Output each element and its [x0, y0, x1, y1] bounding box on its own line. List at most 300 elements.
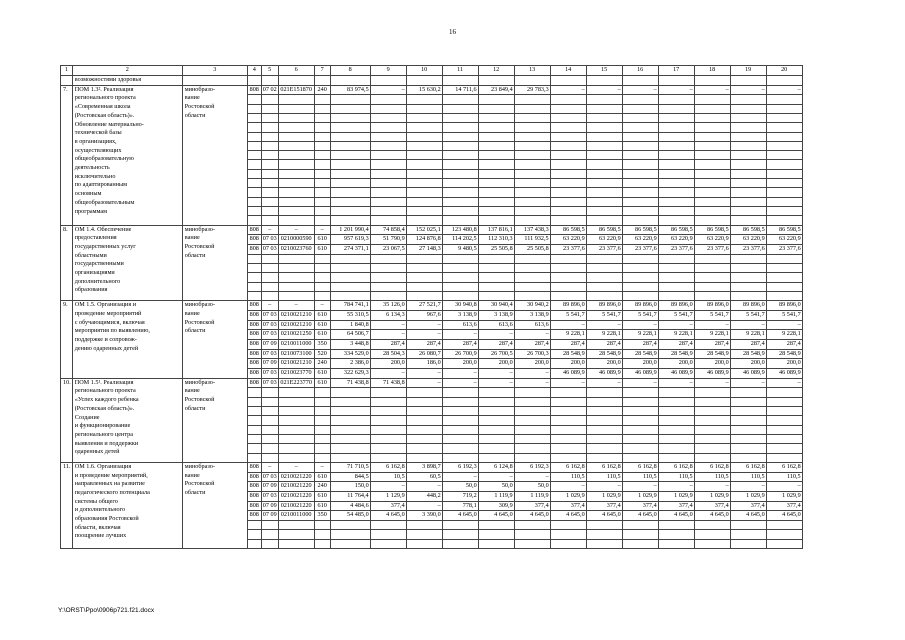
- empty-cell: [314, 416, 330, 425]
- budget-code-cell: 808: [247, 359, 261, 369]
- empty-cell: [514, 151, 550, 160]
- title-line: области, включая: [74, 523, 121, 531]
- empty-cell: [694, 206, 730, 215]
- budget-code-cell: 808: [247, 482, 261, 492]
- table-row: [61, 462, 803, 472]
- empty-cell: [622, 132, 658, 141]
- executor-line: минобразо-: [184, 85, 215, 93]
- budget-code-cell: 808: [247, 244, 261, 254]
- budget-code-cell: 0210021220: [278, 501, 314, 511]
- amount-cell: 9 480,5: [442, 244, 478, 254]
- amount-cell: 63 220,9: [766, 235, 802, 245]
- empty-cell: [622, 104, 658, 113]
- empty-cell: [261, 521, 278, 530]
- amount-cell: 110,5: [766, 472, 802, 482]
- empty-cell: [586, 76, 622, 86]
- measure-title: [72, 378, 182, 462]
- empty-cell: [514, 282, 550, 291]
- empty-cell: [370, 521, 406, 530]
- empty-cell: [478, 160, 514, 169]
- amount-cell: 287,4: [586, 339, 622, 349]
- title-line: технической базы: [74, 129, 122, 137]
- amount-cell: –: [370, 320, 406, 330]
- empty-cell: [694, 188, 730, 197]
- budget-code-cell: 07 09: [261, 339, 278, 349]
- empty-cell: [766, 254, 802, 263]
- amount-cell: –: [766, 85, 802, 95]
- row-number: 10.: [61, 378, 73, 462]
- empty-cell: [730, 206, 766, 215]
- amount-cell: 63 220,9: [622, 235, 658, 245]
- amount-cell: 28 548,9: [694, 349, 730, 359]
- empty-cell: [442, 151, 478, 160]
- column-number: 10: [406, 66, 442, 76]
- amount-cell: 54 485,0: [330, 511, 370, 521]
- empty-cell: [586, 263, 622, 272]
- budget-code-cell: 808: [247, 349, 261, 359]
- executor-line: минобразо-: [184, 462, 215, 470]
- empty-cell: [730, 530, 766, 539]
- amount-cell: –: [442, 472, 478, 482]
- empty-cell: [314, 453, 330, 462]
- empty-cell: [278, 104, 314, 113]
- empty-cell: [261, 206, 278, 215]
- empty-cell: [550, 76, 586, 86]
- empty-cell: [730, 197, 766, 206]
- amount-cell: 3 898,7: [406, 462, 442, 472]
- amount-cell: 6 192,3: [442, 462, 478, 472]
- empty-cell: [550, 104, 586, 113]
- empty-cell: [261, 282, 278, 291]
- empty-cell: [406, 291, 442, 300]
- amount-cell: –: [442, 378, 478, 388]
- executor-line: области: [184, 327, 206, 335]
- empty-cell: [730, 425, 766, 434]
- title-line: «Современная школа: [74, 103, 131, 111]
- executor-line: Ростовской: [184, 480, 215, 488]
- empty-cell: [247, 114, 261, 123]
- amount-cell: 287,4: [514, 339, 550, 349]
- empty-cell: [314, 141, 330, 150]
- empty-cell: [586, 132, 622, 141]
- empty-cell: [514, 434, 550, 443]
- column-number: 14: [550, 66, 586, 76]
- empty-cell: [442, 263, 478, 272]
- title-line: программам: [74, 207, 108, 215]
- empty-cell: [442, 197, 478, 206]
- budget-code-cell: 610: [314, 235, 330, 245]
- empty-cell: [278, 216, 314, 225]
- executor-line: Ростовской: [184, 242, 215, 250]
- empty-cell: [514, 179, 550, 188]
- empty-cell: [370, 123, 406, 132]
- empty-cell: [658, 434, 694, 443]
- empty-cell: [406, 206, 442, 215]
- empty-cell: [658, 188, 694, 197]
- executor-line: Ростовской: [184, 396, 215, 404]
- empty-cell: [261, 104, 278, 113]
- empty-cell: [442, 388, 478, 397]
- empty-cell: [261, 263, 278, 272]
- budget-code-cell: 07 03: [261, 472, 278, 482]
- empty-cell: [442, 397, 478, 406]
- empty-cell: [658, 216, 694, 225]
- budget-code-cell: 610: [314, 330, 330, 340]
- title-line: одаренных детей: [74, 448, 120, 456]
- row-number: 9.: [61, 301, 73, 379]
- budget-code-cell: 0210023760: [278, 244, 314, 254]
- amount-cell: 63 220,9: [694, 235, 730, 245]
- amount-cell: –: [478, 472, 514, 482]
- title-line: организациями: [74, 269, 115, 277]
- empty-cell: [370, 444, 406, 453]
- executor: [182, 85, 247, 225]
- table-row: [61, 85, 803, 95]
- empty-cell: [658, 444, 694, 453]
- empty-cell: [278, 132, 314, 141]
- column-number: 19: [730, 66, 766, 76]
- empty-cell: [550, 453, 586, 462]
- empty-cell: [406, 132, 442, 141]
- amount-cell: 23 377,6: [550, 244, 586, 254]
- empty-cell: [694, 104, 730, 113]
- amount-cell: 719,2: [442, 491, 478, 501]
- empty-cell: [730, 539, 766, 548]
- empty-cell: [658, 160, 694, 169]
- amount-cell: 46 089,9: [622, 369, 658, 379]
- amount-cell: –: [550, 482, 586, 492]
- empty-cell: [514, 188, 550, 197]
- empty-cell: [278, 434, 314, 443]
- amount-cell: 186,0: [406, 359, 442, 369]
- empty-cell: [278, 407, 314, 416]
- amount-cell: 4 484,6: [330, 501, 370, 511]
- amount-cell: 1 029,9: [730, 491, 766, 501]
- empty-cell: [694, 76, 730, 86]
- empty-cell: [278, 141, 314, 150]
- amount-cell: –: [730, 320, 766, 330]
- column-number: 6: [278, 66, 314, 76]
- empty-cell: [330, 530, 370, 539]
- executor-line: области: [184, 251, 206, 259]
- column-number: 15: [586, 66, 622, 76]
- empty-cell: [514, 425, 550, 434]
- empty-cell: [314, 397, 330, 406]
- amount-cell: –: [694, 320, 730, 330]
- amount-cell: 123 480,8: [442, 225, 478, 235]
- empty-cell: [658, 141, 694, 150]
- empty-cell: [730, 434, 766, 443]
- empty-cell: [247, 416, 261, 425]
- empty-cell: [550, 273, 586, 282]
- amount-cell: 46 089,9: [550, 369, 586, 379]
- empty-cell: [514, 444, 550, 453]
- empty-cell: [658, 453, 694, 462]
- amount-cell: –: [658, 482, 694, 492]
- empty-cell: [278, 263, 314, 272]
- empty-cell: [330, 444, 370, 453]
- empty-cell: [694, 397, 730, 406]
- empty-cell: [622, 453, 658, 462]
- empty-cell: [247, 216, 261, 225]
- amount-cell: 63 220,9: [586, 235, 622, 245]
- empty-cell: [278, 521, 314, 530]
- empty-cell: [261, 169, 278, 178]
- empty-cell: [730, 104, 766, 113]
- title-line: и дополнительного: [74, 506, 126, 514]
- empty-cell: [247, 291, 261, 300]
- empty-cell: [730, 407, 766, 416]
- empty-cell: [586, 169, 622, 178]
- empty-cell: [478, 114, 514, 123]
- empty-cell: [766, 197, 802, 206]
- empty-cell: [247, 104, 261, 113]
- amount-cell: 89 896,0: [658, 301, 694, 311]
- amount-cell: 60,5: [406, 472, 442, 482]
- amount-cell: 613,6: [514, 320, 550, 330]
- empty-cell: [247, 206, 261, 215]
- empty-cell: [694, 141, 730, 150]
- amount-cell: 110,5: [550, 472, 586, 482]
- empty-cell: [330, 407, 370, 416]
- amount-cell: 11 764,4: [330, 491, 370, 501]
- amount-cell: 200,0: [514, 359, 550, 369]
- amount-cell: –: [658, 320, 694, 330]
- empty-cell: [442, 132, 478, 141]
- empty-cell: [182, 76, 247, 86]
- empty-cell: [766, 453, 802, 462]
- empty-cell: [694, 95, 730, 104]
- empty-cell: [586, 151, 622, 160]
- empty-cell: [550, 206, 586, 215]
- empty-cell: [586, 425, 622, 434]
- empty-cell: [261, 151, 278, 160]
- document-footer: Y:\ORST\Ppo\0906p721.f21.docx: [58, 607, 155, 614]
- amount-cell: 4 645,0: [442, 511, 478, 521]
- empty-cell: [406, 263, 442, 272]
- budget-code-cell: 808: [247, 501, 261, 511]
- amount-cell: 4 645,0: [586, 511, 622, 521]
- empty-cell: [406, 104, 442, 113]
- empty-cell: [694, 416, 730, 425]
- empty-cell: [442, 273, 478, 282]
- amount-cell: 110,5: [622, 472, 658, 482]
- empty-cell: [314, 123, 330, 132]
- empty-cell: [314, 169, 330, 178]
- amount-cell: 28 548,9: [766, 349, 802, 359]
- amount-cell: –: [658, 85, 694, 95]
- empty-cell: [406, 254, 442, 263]
- empty-cell: [370, 188, 406, 197]
- budget-code-cell: 07 09: [261, 501, 278, 511]
- amount-cell: 287,4: [550, 339, 586, 349]
- amount-cell: 10,5: [370, 472, 406, 482]
- empty-cell: [442, 160, 478, 169]
- budget-code-cell: –: [261, 225, 278, 235]
- title-line: по адаптированным: [74, 181, 128, 189]
- budget-code-cell: 0210021220: [278, 491, 314, 501]
- amount-cell: 30 940,2: [514, 301, 550, 311]
- title-line: деятельность: [74, 164, 110, 172]
- empty-cell: [278, 206, 314, 215]
- empty-cell: [766, 76, 802, 86]
- amount-cell: –: [514, 378, 550, 388]
- budget-code-cell: 808: [247, 472, 261, 482]
- empty-cell: [278, 76, 314, 86]
- empty-cell: [278, 254, 314, 263]
- empty-cell: [261, 416, 278, 425]
- budget-code-cell: 07 03: [261, 330, 278, 340]
- title-line: (Ростовская область)».: [74, 111, 135, 119]
- budget-code-cell: 07 09: [261, 511, 278, 521]
- empty-cell: [658, 254, 694, 263]
- column-number: 12: [478, 66, 514, 76]
- empty-cell: [478, 76, 514, 86]
- amount-cell: –: [622, 482, 658, 492]
- empty-cell: [658, 123, 694, 132]
- empty-cell: [370, 530, 406, 539]
- empty-cell: [514, 206, 550, 215]
- empty-cell: [514, 416, 550, 425]
- amount-cell: 4 645,0: [550, 511, 586, 521]
- empty-cell: [766, 434, 802, 443]
- budget-code-cell: 808: [247, 462, 261, 472]
- amount-cell: 110,5: [658, 472, 694, 482]
- budget-code-cell: –: [261, 301, 278, 311]
- amount-cell: 377,4: [370, 501, 406, 511]
- title-line: (Ростовская область)».: [74, 404, 135, 412]
- amount-cell: 89 896,0: [694, 301, 730, 311]
- empty-cell: [550, 151, 586, 160]
- amount-cell: –: [730, 482, 766, 492]
- budget-code-cell: 0210023770: [278, 369, 314, 379]
- empty-cell: [766, 114, 802, 123]
- amount-cell: 6 162,8: [658, 462, 694, 472]
- measure-title: [72, 301, 182, 379]
- empty-cell: [330, 141, 370, 150]
- empty-cell: [370, 388, 406, 397]
- budget-code-cell: 610: [314, 472, 330, 482]
- empty-cell: [442, 407, 478, 416]
- empty-cell: [314, 254, 330, 263]
- title-line: системы общего: [74, 497, 118, 505]
- budget-code-cell: –: [278, 225, 314, 235]
- empty-cell: [406, 282, 442, 291]
- table-row: [61, 378, 803, 388]
- empty-cell: [478, 407, 514, 416]
- empty-cell: [442, 114, 478, 123]
- budget-code-cell: 0210011000: [278, 339, 314, 349]
- amount-cell: –: [406, 320, 442, 330]
- empty-cell: [514, 95, 550, 104]
- empty-cell: [247, 273, 261, 282]
- empty-cell: [370, 160, 406, 169]
- title-line: общеобразовательную: [74, 155, 134, 163]
- column-number: 8: [330, 66, 370, 76]
- amount-cell: –: [406, 482, 442, 492]
- empty-cell: [330, 151, 370, 160]
- amount-cell: 287,4: [694, 339, 730, 349]
- amount-cell: –: [694, 85, 730, 95]
- empty-cell: [514, 216, 550, 225]
- budget-code-cell: 240: [314, 85, 330, 95]
- amount-cell: 9 228,1: [550, 330, 586, 340]
- empty-cell: [622, 282, 658, 291]
- amount-cell: 124 876,8: [406, 235, 442, 245]
- title-line: ПОМ 1.5¹. Реализация: [74, 378, 134, 386]
- amount-cell: 9 228,1: [766, 330, 802, 340]
- amount-cell: 26 700,5: [478, 349, 514, 359]
- empty-cell: [406, 453, 442, 462]
- empty-cell: [622, 407, 658, 416]
- empty-cell: [330, 132, 370, 141]
- amount-cell: 152 025,1: [406, 225, 442, 235]
- amount-cell: 150,0: [330, 482, 370, 492]
- executor-line: области: [184, 488, 206, 496]
- empty-cell: [766, 188, 802, 197]
- amount-cell: 89 896,0: [730, 301, 766, 311]
- title-line: образования Ростовской: [74, 515, 139, 523]
- empty-cell: [278, 169, 314, 178]
- empty-cell: [442, 169, 478, 178]
- empty-cell: [658, 206, 694, 215]
- empty-cell: [586, 539, 622, 548]
- empty-cell: [514, 273, 550, 282]
- empty-cell: [330, 95, 370, 104]
- budget-table: [60, 65, 803, 549]
- empty-cell: [550, 169, 586, 178]
- amount-cell: –: [370, 85, 406, 95]
- title-line: ОМ 1.5. Организация и: [74, 301, 137, 309]
- empty-cell: [622, 521, 658, 530]
- empty-cell: [330, 254, 370, 263]
- empty-cell: [314, 291, 330, 300]
- empty-cell: [478, 388, 514, 397]
- amount-cell: 6 162,8: [370, 462, 406, 472]
- empty-cell: [370, 453, 406, 462]
- empty-cell: [370, 291, 406, 300]
- column-number: 2: [72, 66, 182, 76]
- empty-cell: [658, 263, 694, 272]
- budget-code-cell: 808: [247, 369, 261, 379]
- continuation-text: возможностями здоровья: [72, 76, 182, 86]
- empty-cell: [478, 425, 514, 434]
- empty-cell: [261, 188, 278, 197]
- amount-cell: 5 541,7: [694, 310, 730, 320]
- empty-cell: [622, 291, 658, 300]
- empty-cell: [766, 407, 802, 416]
- amount-cell: –: [730, 378, 766, 388]
- budget-code-cell: 0210021250: [278, 330, 314, 340]
- empty-cell: [586, 521, 622, 530]
- empty-cell: [694, 123, 730, 132]
- amount-cell: 23 849,4: [478, 85, 514, 95]
- empty-cell: [550, 141, 586, 150]
- empty-cell: [61, 76, 73, 86]
- empty-cell: [442, 123, 478, 132]
- empty-cell: [330, 434, 370, 443]
- amount-cell: 63 220,9: [550, 235, 586, 245]
- empty-cell: [730, 132, 766, 141]
- table-row: [61, 301, 803, 311]
- amount-cell: 26 700,3: [514, 349, 550, 359]
- empty-cell: [406, 169, 442, 178]
- budget-code-cell: 808: [247, 235, 261, 245]
- empty-cell: [658, 179, 694, 188]
- empty-cell: [694, 291, 730, 300]
- budget-code-cell: 07 03: [261, 244, 278, 254]
- budget-code-cell: 520: [314, 349, 330, 359]
